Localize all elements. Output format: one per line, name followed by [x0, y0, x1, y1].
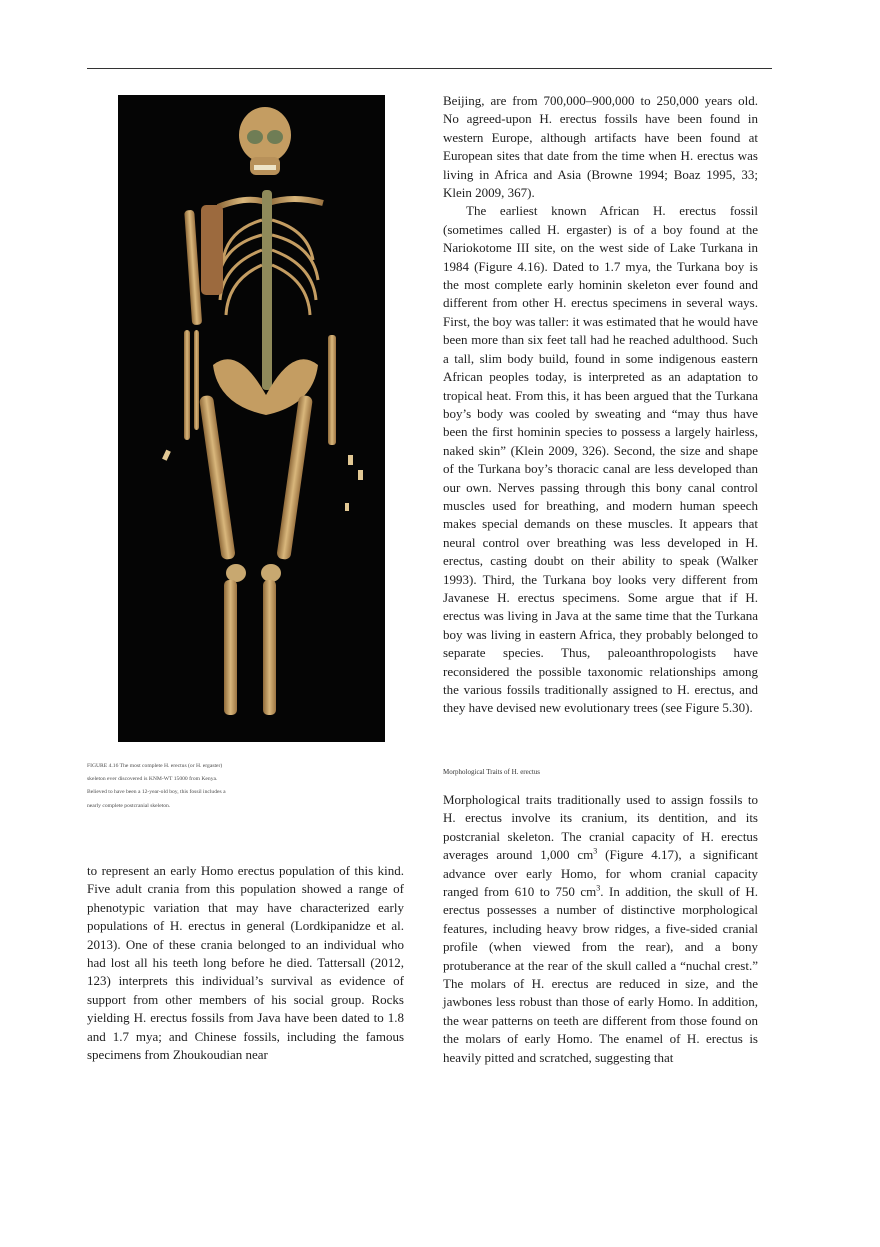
figure-caption — [87, 760, 277, 813]
paragraph-homo-erectus-population: to represent an early Homo erectus population of this kind. Five adult crania from this population showed a range of phenotypic variation that may have characterized early populations of H. erectus in general (Lordkipanidze et al. 2013). One of these crania belonged to an individual who had lost all his teeth long before he died. Tattersall (2012, 123) interprets this individual’s survival as evidence of support from other members of his social group. Rocks yielding H. erectus fossils from Java have been dated to 1.8 and 1.7 mya; and Chinese fossils, including the famous specimens from Zhoukoudian near — [87, 863, 404, 1063]
skeleton-figure — [118, 95, 385, 742]
caption-line: Believed to have been a 12-year-old boy, this fossil includes a — [87, 789, 226, 796]
superscript: 3 — [596, 883, 601, 893]
text-segment: Morphological traits traditionally used to assign fossils to H. erectus involve its cranium, its dentition, and its postcranial skeleton. The cranial capacity of H. erectus averages around 1,000 cm — [443, 792, 758, 863]
right-column-top — [443, 92, 758, 718]
left-column-bottom — [87, 862, 404, 1064]
section-subheading: Morphological Traits of H. erectus — [443, 768, 541, 776]
paragraph-morphological-traits — [443, 791, 758, 1067]
caption-line: skeleton ever discovered is KNM-WT 15000 from Kenya. — [87, 776, 218, 783]
caption-line: nearly complete postcranial skeleton. — [87, 802, 171, 809]
skeleton-illustration — [118, 95, 385, 742]
text-segment: . In addition, the skull of H. erectus possesses a number of distinctive morphological features, including heavy brow ridges, a five-sided cranial profile (when viewed from the rear), and a bony protuberance at the rear of the skull called a “nuchal crest.” The molars of H. erectus are reduced in size, and the jawbones less robust than those of early Homo. In addition, the wear patterns on teeth are different from those found on the molars of early Homo. The enamel of H. erectus is heavily pitted and scratched, suggesting that — [443, 884, 758, 1065]
paragraph-turkana-boy: The earliest known African H. erectus fossil (sometimes called H. ergaster) is of a boy found at the Nariokotome III site, on the west side of Lake Turkana in 1984 (Figure 4.16). Dated to 1.7 mya, the Turkana boy is the most complete early hominin skeleton ever found and different from other H. erectus specimens in several ways. First, the boy was taller: it was estimated that he would have been more than six feet tall had he reached adulthood. Such a tall, slim body build, found in some indigenous eastern African peoples today, is interpreted as an adaptation to tropical heat. From this, it has been argued that the Turkana boy’s body was cooled by sweating and “may thus have been the first hominin species to possess a largely hairless, naked skin” (Klein 2009, 326). Second, the size and shape of the Turkana boy’s thoracic canal are less developed than our own. Nerves passing through this bony canal control muscles used for breathing, and modern human speech makes special demands on these muscles. It appears that neural control over breathing was less developed in H. erectus, casting doubt on their ability to speak (Walker 1993). Third, the Turkana boy looks very different from Javanese H. erectus specimens. Some argue that if H. erectus was living in Java at the same time that the Turkana boy was living in eastern Africa, they probably belonged to separate species. Thus, paleoanthropologists have reconsidered the possible taxonomic relationships among the various fossils traditionally assigned to H. erectus, and they have devised new evolutionary trees (see Figure 5.30). — [443, 203, 758, 716]
right-column-bottom — [443, 791, 758, 1067]
header-rule — [87, 68, 772, 69]
paragraph-browne: Beijing, are from 700,000–900,000 to 250,000 years old. No agreed-upon H. erectus fossils have been found in western Europe, although artifacts have been found at European sites that date from the time when H. erectus was living in Africa and Asia (Browne 1994; Boaz 1995, 33; Klein 2009, 367). — [443, 93, 758, 201]
caption-line: FIGURE 4.16 The most complete H. erectus (or H. ergaster) — [87, 763, 223, 769]
text-segment: (Figure 4.17), a significant advance over early Homo, for whom cranial capacity ranged from 610 to 750 cm — [443, 847, 758, 900]
superscript: 3 — [593, 846, 598, 856]
